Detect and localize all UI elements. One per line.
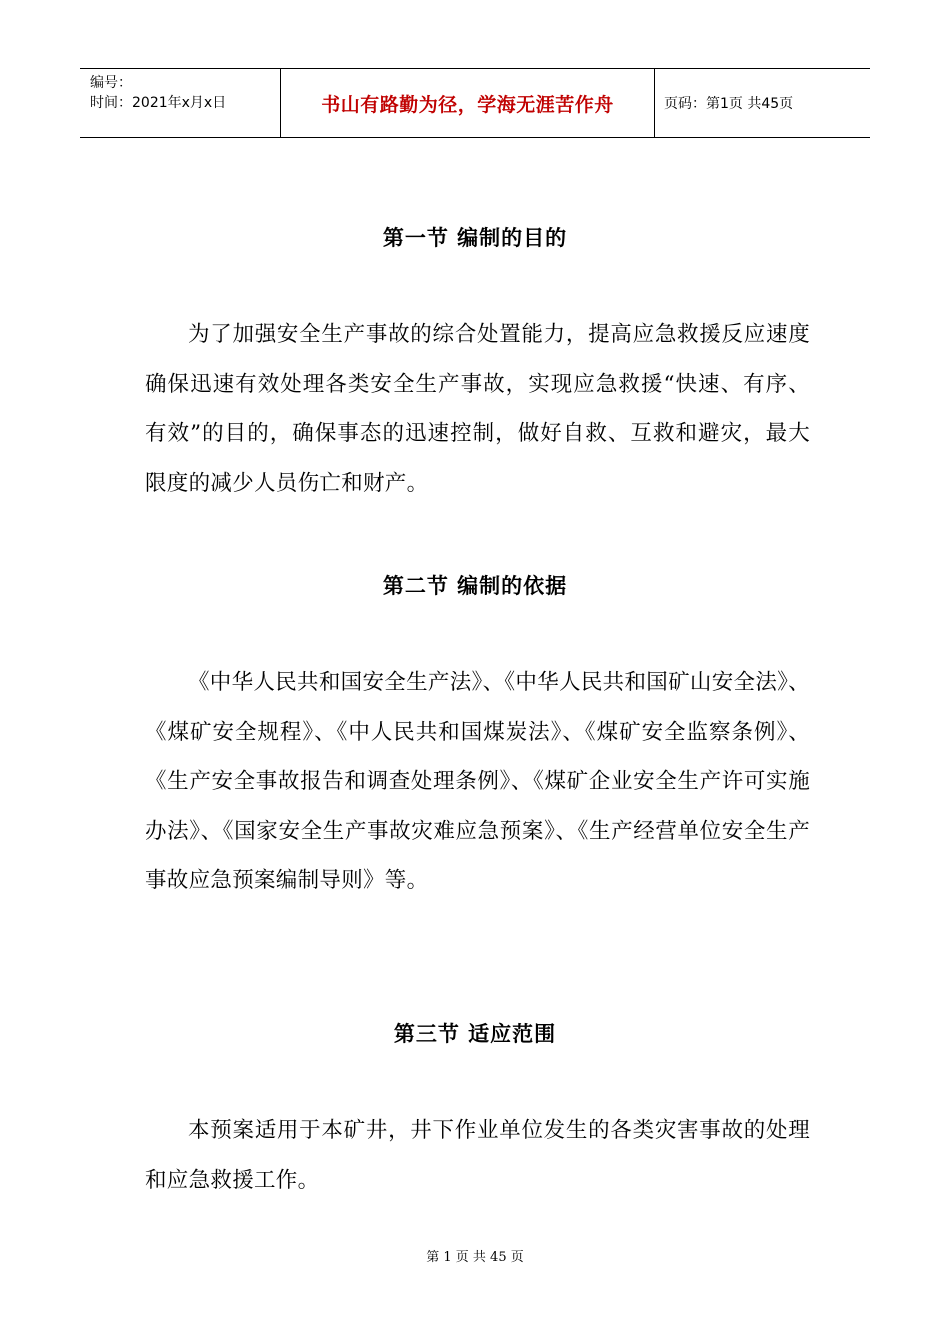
header-page-info: 页码：第1页 共45页: [664, 96, 794, 112]
page-header: [80, 68, 870, 138]
section-3-body: 本预案适用于本矿井，井下作业单位发生的各类灾害事故的处理和应急救援工作。: [145, 1118, 810, 1193]
header-motto: 书山有路勤为径，学海无涯苦作舟: [321, 93, 614, 116]
header-motto-cell: [280, 69, 655, 137]
header-page-cell: [654, 69, 870, 137]
section-1-heading: 第一节 编制的目的: [382, 226, 568, 250]
section-3-heading: 第三节 适应范围: [393, 1022, 557, 1046]
time-label: 时间：2021年x月x日: [90, 95, 227, 111]
section-1-body: 为了加强安全生产事故的综合处置能力，提高应急救援反应速度确保迅速有效处理各类安全生产事故，实现应急救援“快速、有序、有效”的目的，确保事态的迅速控制，做好自救、互救和避灾，最大限度的减少人员伤亡和财产。: [145, 322, 810, 496]
page-footer: 第 1 页 共 45 页: [426, 1250, 524, 1265]
header-meta: [80, 69, 280, 137]
code-label: 编号：: [90, 75, 132, 91]
section-2-heading: 第二节 编制的依据: [382, 574, 568, 598]
section-2-body: 《中华人民共和国安全生产法》、《中华人民共和国矿山安全法》、《煤矿安全规程》、《中人民共和国煤炭法》、《煤矿安全监察条例》、《生产安全事故报告和调查处理条例》、《煤矿企业安全生产许可实施办法》、《国家安全生产事故灾难应急预案》、《生产经营单位安全生产事故应急预案编制导则》等。: [145, 670, 810, 893]
